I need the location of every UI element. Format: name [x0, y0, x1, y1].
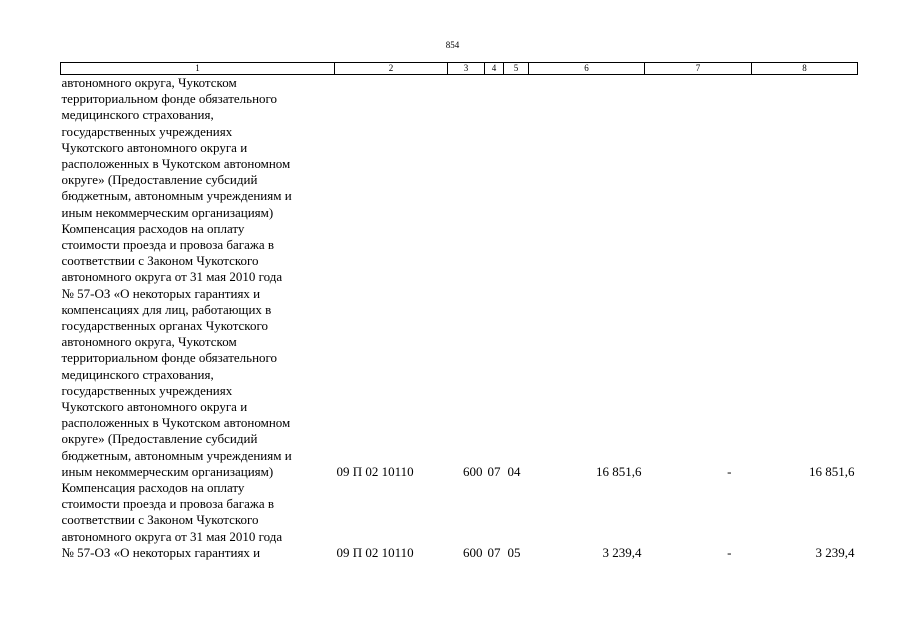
description-line: медицинского страхования, — [61, 366, 214, 382]
description-line: расположенных в Чукотском автономном — [61, 415, 291, 431]
subsection-code: 05 — [507, 544, 521, 560]
amount-regional: 3 239,4 — [815, 544, 855, 560]
description-line: автономного округа от 31 мая 2010 года — [61, 269, 283, 285]
section-code: 07 — [487, 544, 501, 560]
description-line: автономного округа, Чукотском — [61, 334, 237, 350]
description-line: соответствии с Законом Чукотского — [61, 253, 259, 269]
row-description — [61, 221, 335, 480]
description-line: государственных учреждениях — [61, 382, 233, 398]
target-article-code: 09 П 02 10110 — [336, 463, 414, 479]
description-line: округе» (Предоставление субсидий — [61, 172, 258, 188]
description-line: стоимости проезда и провоза багажа в — [61, 237, 275, 253]
column-number-2: 2 — [335, 63, 448, 75]
description-line: соответствии с Законом Чукотского — [61, 512, 259, 528]
page-number: 854 — [445, 40, 460, 50]
description-line: автономного округа от 31 мая 2010 года — [61, 528, 283, 544]
description-line: Чукотского автономного округа и — [61, 139, 248, 155]
description-line: иным некоммерческим организациям) — [61, 204, 274, 220]
description-line: автономного округа, Чукотском — [61, 75, 237, 90]
table-row — [61, 480, 858, 561]
table-row — [61, 75, 858, 221]
target-article-code: 09 П 02 10110 — [336, 544, 414, 560]
amount-total: 3 239,4 — [602, 544, 642, 560]
column-number-1: 1 — [61, 63, 335, 75]
amount-total: 16 851,6 — [596, 463, 642, 479]
expense-type-code: 600 — [463, 544, 483, 560]
table-row — [61, 221, 858, 480]
description-line: бюджетным, автономным учреждениям и — [61, 447, 292, 463]
subsection-code: 04 — [507, 463, 521, 479]
description-line: государственных органах Чукотского — [61, 318, 268, 334]
amount-regional — [752, 75, 858, 221]
description-line: компенсациях для лиц, работающих в — [61, 301, 272, 317]
budget-table — [60, 62, 858, 561]
table-body — [61, 75, 858, 562]
amount-federal: - — [727, 463, 732, 479]
section-code: 07 — [487, 463, 501, 479]
amount-total — [529, 75, 645, 221]
description-line: территориальном фонде обязательного — [61, 91, 278, 107]
column-number-4: 4 — [485, 63, 504, 75]
description-line: округе» (Предоставление субсидий — [61, 431, 258, 447]
row-description — [61, 75, 335, 221]
amount-federal: - — [727, 544, 732, 560]
description-line: Компенсация расходов на оплату — [61, 480, 245, 496]
description-line: Компенсация расходов на оплату — [61, 220, 245, 236]
description-line: бюджетным, автономным учреждениям и — [61, 188, 292, 204]
column-number-header-row — [61, 63, 858, 75]
expense-type-code: 600 — [463, 463, 483, 479]
description-line: медицинского страхования, — [61, 107, 214, 123]
description-line: расположенных в Чукотском автономном — [61, 156, 291, 172]
expense-type-code — [448, 75, 485, 221]
description-line: государственных учреждениях — [61, 123, 233, 139]
column-number-6: 6 — [529, 63, 645, 75]
target-article-code — [335, 75, 448, 221]
description-line: иным некоммерческим организациям) — [61, 463, 274, 479]
subsection-code — [504, 75, 529, 221]
row-description — [61, 480, 335, 561]
description-line: стоимости проезда и провоза багажа в — [61, 496, 275, 512]
amount-regional: 16 851,6 — [809, 463, 855, 479]
budget-table-container — [60, 62, 857, 561]
description-line: Чукотского автономного округа и — [61, 399, 248, 415]
column-number-3: 3 — [448, 63, 485, 75]
description-line: № 57-ОЗ «О некоторых гарантиях и — [61, 285, 261, 301]
column-number-5: 5 — [504, 63, 529, 75]
description-line: № 57-ОЗ «О некоторых гарантиях и — [61, 544, 261, 560]
amount-federal — [645, 75, 752, 221]
section-code — [485, 75, 504, 221]
column-number-8: 8 — [752, 63, 858, 75]
column-number-7: 7 — [645, 63, 752, 75]
description-line: территориальном фонде обязательного — [61, 350, 278, 366]
